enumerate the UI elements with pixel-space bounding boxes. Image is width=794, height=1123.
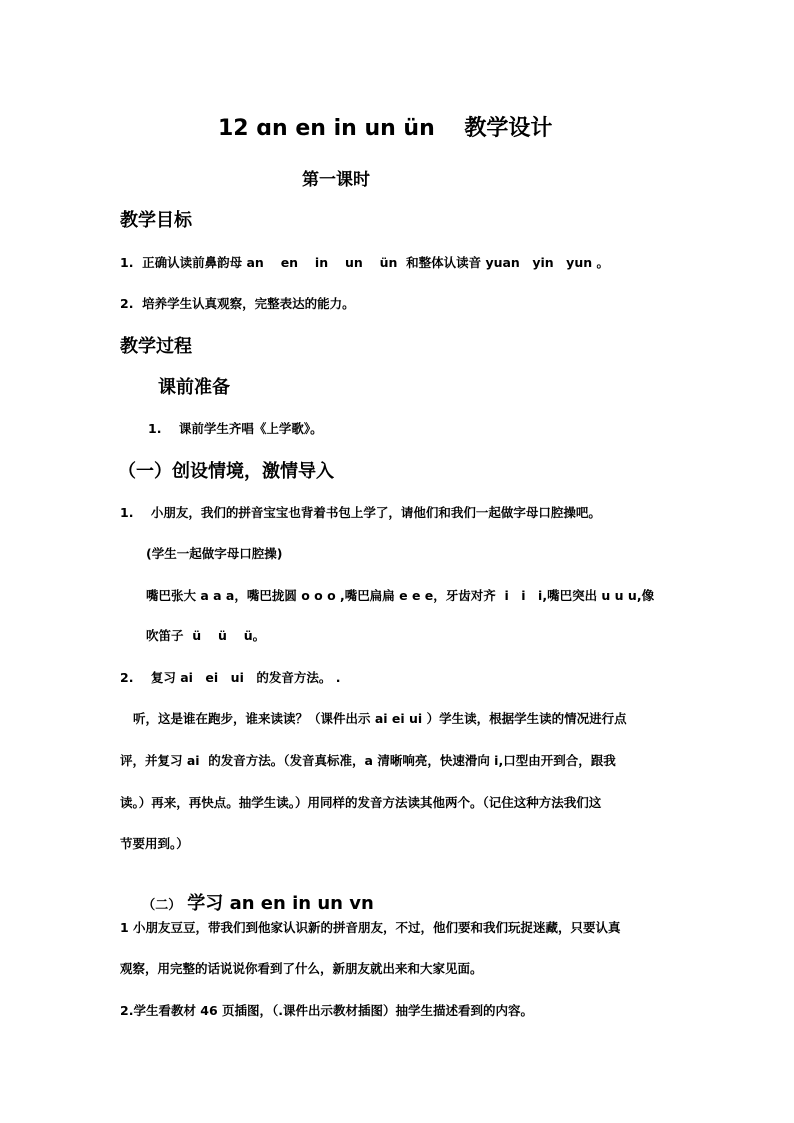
section1-heading: （一）创设情境，激情导入 — [118, 461, 334, 482]
section1-line: 节要用到。） — [120, 836, 189, 851]
section1-line: (学生一起做字母口腔操) — [146, 546, 283, 561]
prep-item: 1. 课前学生齐唱《上学歌》。 — [148, 421, 323, 436]
section1-line: 读。）再来，再快点。抽学生读。）用同样的发音方法读其他两个。（记住这种方法我们这 — [120, 795, 602, 810]
document-title: 12 ɑn en in un ün 教学设计 — [218, 116, 553, 141]
section2-line: 2.学生看教材 46 页插图，（.课件出示教材插图）抽学生描述看到的内容。 — [120, 1003, 534, 1018]
goal-item: 1. 正确认读前鼻韵母 an en in un ün 和整体认读音 yuan yin yun 。 — [120, 255, 609, 270]
section1-line: 嘴巴张大 a a a，嘴巴拢圆 o o o ,嘴巴扁扁 e e e，牙齿对齐 i i i,嘴巴突出 u u u,像 — [146, 588, 655, 603]
section1-line: 吹笛子 ü ü ü。 — [146, 628, 266, 643]
section2-heading-prefix: （二） — [142, 898, 182, 913]
section2-line: 1 小朋友豆豆，带我们到他家认识新的拼音朋友，不过，他们要和我们玩捉迷藏，只要认真 — [120, 920, 621, 935]
goal-item: 2. 培养学生认真观察，完整表达的能力。 — [120, 296, 355, 311]
section1-line: 听，这是谁在跑步，谁来读读？（课件出示 ai ei ui ）学生读，根据学生读的情况进行点 — [133, 711, 627, 726]
section1-line: 2. 复习 ai ei ui 的发音方法。 . — [120, 670, 341, 685]
section1-line: 1. 小朋友，我们的拼音宝宝也背着书包上学了，请他们和我们一起做字母口腔操吧。 — [120, 505, 601, 520]
section2-heading-text: 学习 an en in un vn — [187, 893, 374, 914]
lesson-period-subtitle: 第一课时 — [302, 170, 370, 190]
section2-line: 观察，用完整的话说说你看到了什么，新朋友就出来和大家见面。 — [120, 961, 483, 976]
section1-line: 评，并复习 ai 的发音方法。（发音真标准，a 清晰响亮，快速滑向 i,口型由开到合，跟我 — [120, 753, 616, 768]
prep-heading: 课前准备 — [158, 377, 230, 398]
process-heading: 教学过程 — [120, 336, 192, 357]
goals-heading: 教学目标 — [120, 210, 192, 231]
